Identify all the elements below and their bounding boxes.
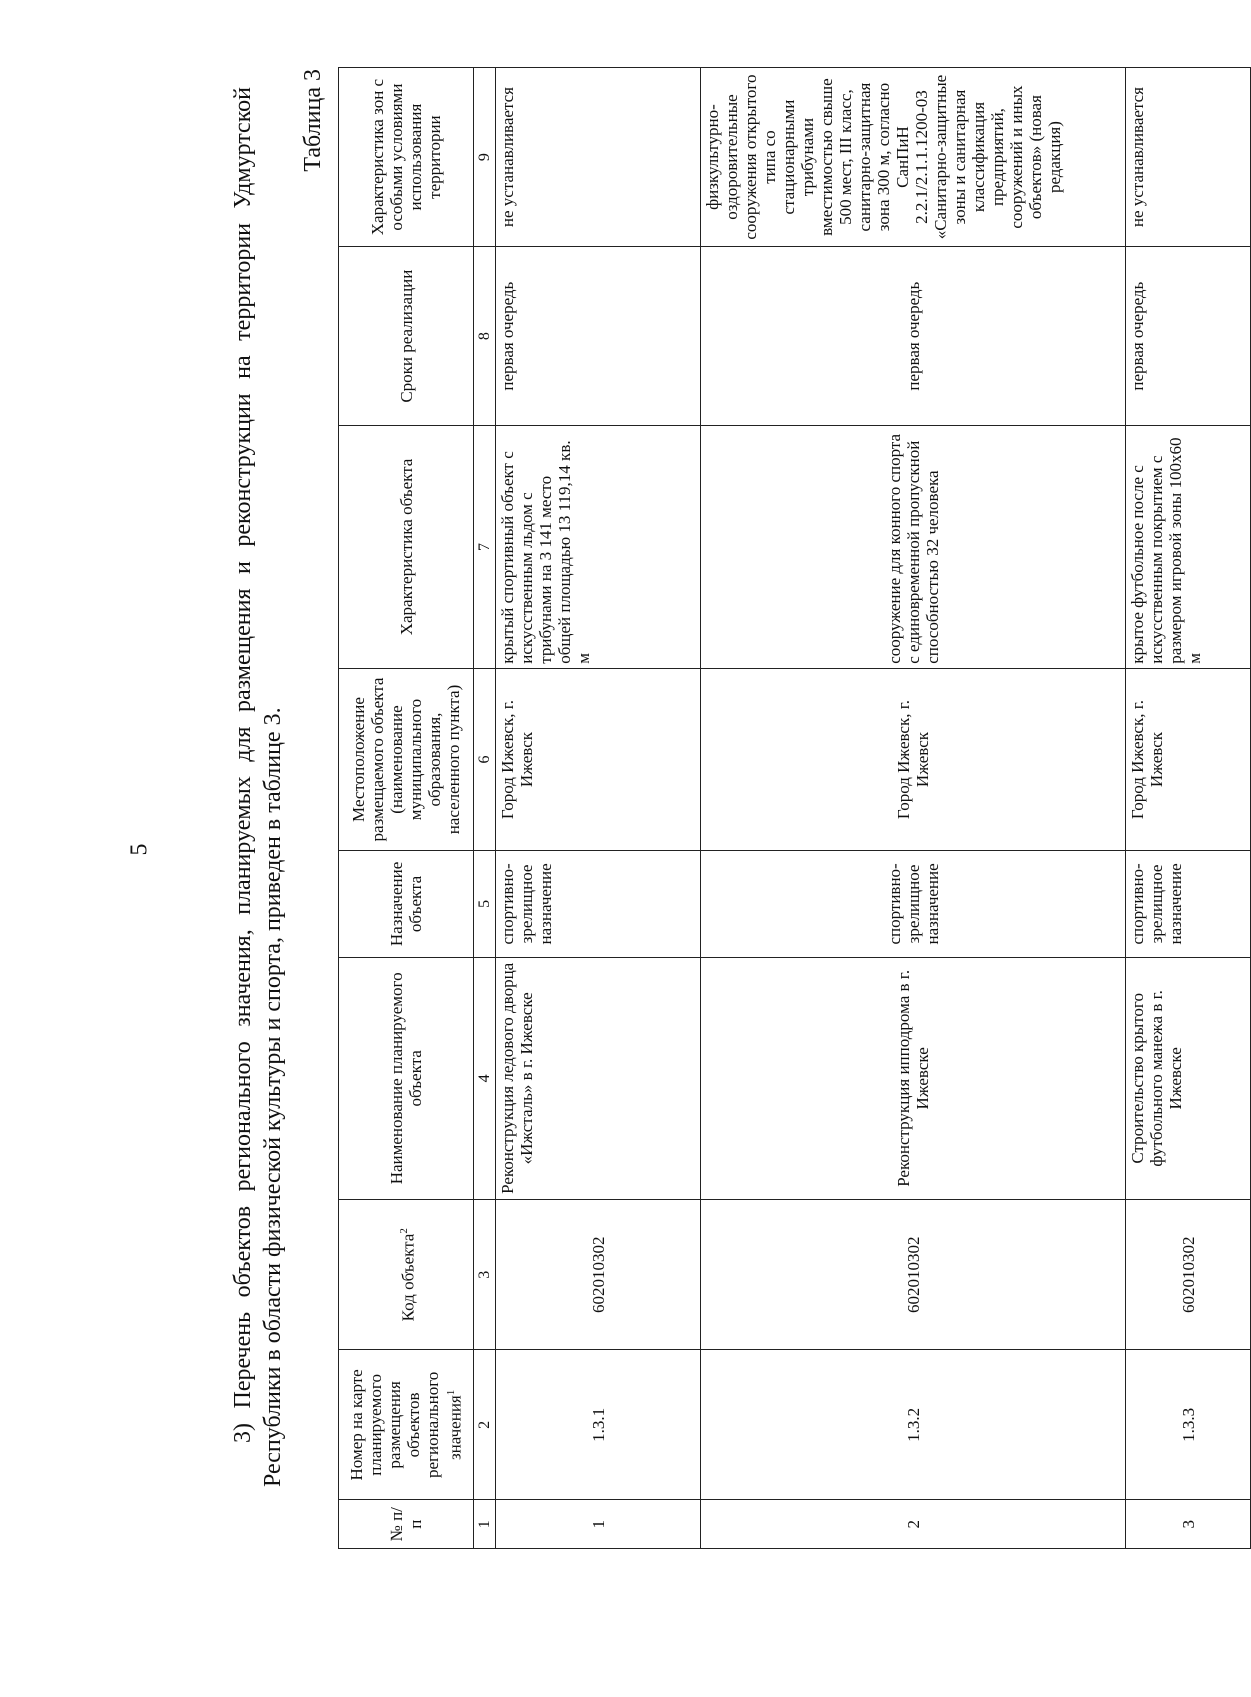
column-number: 4 [474, 957, 496, 1200]
cell-term: первая очередь [701, 247, 1126, 426]
col-header-name: Наименование планируемого объекта [339, 957, 474, 1200]
cell-code: 602010302 [1126, 1200, 1251, 1350]
cell-purpose: спортивно-зрелищное назначение [701, 851, 1126, 957]
page-number: 5 [126, 843, 153, 856]
cell-n: 3 [1126, 1500, 1251, 1549]
col-header-purpose: Назначение объекта [339, 851, 474, 957]
cell-map-number: 1.3.1 [496, 1350, 701, 1500]
cell-purpose: спортивно-зрелищное назначение [496, 851, 701, 957]
column-number: 6 [474, 668, 496, 851]
cell-location: Город Ижевск, г. Ижевск [496, 668, 701, 851]
heading-line-2: Республики в области физической культуры и спорта, приведен в таблице 3. [260, 707, 286, 1487]
col-header-zones: Характеристика зон с особыми условиями использования территории [339, 68, 474, 247]
cell-map-number: 1.3.2 [701, 1350, 1126, 1500]
cell-characteristic: крытый спортивный объект с искусственным льдом с трибунами на 3 141 место общей площадью 13 119,14 кв. м [496, 426, 701, 669]
column-number: 8 [474, 247, 496, 426]
col-header-map-number: Номер на карте планируемого размещения объектов регионального значения$^1$ [339, 1350, 474, 1500]
section-heading [228, 87, 288, 1487]
column-number: 9 [474, 68, 496, 247]
cell-purpose: спортивно-зрелищное назначение [1126, 851, 1251, 957]
col-header-characteristic: Характеристика объекта [339, 426, 474, 669]
column-number: 1 [474, 1500, 496, 1549]
cell-characteristic: сооружение для конного спорта с единовременной пропускной способностью 32 человека [701, 426, 1126, 669]
col-header-term: Сроки реализации [339, 247, 474, 426]
cell-map-number: 1.3.3 [1126, 1350, 1251, 1500]
col-header-n: № п/п [339, 1500, 474, 1549]
cell-zones: не устанавливается [1126, 68, 1251, 247]
cell-location: Город Ижевск, г. Ижевск [701, 668, 1126, 851]
table-row [1126, 68, 1251, 1549]
column-number: 5 [474, 851, 496, 957]
cell-term: первая очередь [1126, 247, 1251, 426]
table-row [496, 68, 701, 1549]
cell-n: 2 [701, 1500, 1126, 1549]
cell-name: Строительство крытого футбольного манежа в г. Ижевске [1126, 957, 1251, 1200]
cell-n: 1 [496, 1500, 701, 1549]
column-number: 3 [474, 1200, 496, 1350]
heading-line-1: 3) Перечень объектов регионального значения, планируемых для размещения и реконструкции на территории Удмуртской [230, 87, 256, 1443]
col-header-location: Местоположение размещаемого объекта (наименование муниципального образования, населенного пункта) [339, 668, 474, 851]
col-header-code: Код объекта$^2$ [339, 1200, 474, 1350]
regional-objects-table [338, 67, 1251, 1549]
table-caption: Таблица 3 [300, 69, 326, 172]
column-number: 2 [474, 1350, 496, 1500]
cell-code: 602010302 [701, 1200, 1126, 1350]
cell-location: Город Ижевск, г. Ижевск [1126, 668, 1251, 851]
cell-name: Реконструкция ипподрома в г. Ижевске [701, 957, 1126, 1200]
cell-zones: не устанавливается [496, 68, 701, 247]
column-number: 7 [474, 426, 496, 669]
cell-term: первая очередь [496, 247, 701, 426]
column-number-row [474, 68, 496, 1549]
cell-characteristic: крытое футбольное после с искусственным покрытием с размером игровой зоны 100х60 м [1126, 426, 1251, 669]
cell-name: Реконструкция ледового дворца «Ижсталь» в г. Ижевске [496, 957, 701, 1200]
cell-zones: физкультурно-оздоровительные сооружения открытого типа со стационарными трибунами вместимостью свыше 500 мест, III класс, санитарно-защитная зона 300 м, согласно СанПиН 2.2.1/2.1.1.1200-03 «Санитарно-защитные зоны и санитарная классификация предприятий, сооружений и иных объектов» (новая редакция) [701, 68, 1126, 247]
rotated-page-content [228, 59, 1204, 1559]
table-header-row [339, 68, 474, 1549]
cell-code: 602010302 [496, 1200, 701, 1350]
table-row [701, 68, 1126, 1549]
